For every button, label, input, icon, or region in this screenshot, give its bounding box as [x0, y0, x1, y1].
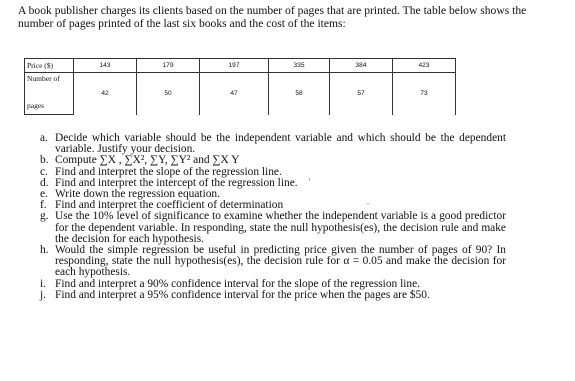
intro-paragraph: A book publisher charges its clients based on the number of pages that are printed. The table below shows the number of pages printed of the last six books and the cost of the items: — [18, 4, 527, 30]
price-cell: 335 — [269, 59, 330, 73]
pages-cell: 57 — [330, 73, 393, 115]
question-marker: i. — [40, 277, 47, 290]
question-text: Find and interpret a 95% confidence interval for the price when the pages are $50. — [55, 288, 430, 301]
question-text: Find and interpret the intercept of the regression line. — [55, 176, 298, 189]
price-cell: 197 — [200, 59, 269, 73]
question-marker: a. — [40, 132, 48, 144]
stray-tick-mark: ' — [309, 177, 311, 186]
question-text: Use the 10% level of significance to examine whether the independent variable is a good predictor for the dependent variable. In responding, state the null hypothesis(es), the decision rule and make the decision for each hypothesis. — [55, 210, 506, 245]
row-label-pages: pages — [25, 84, 74, 115]
question-item — [40, 290, 506, 301]
question-marker: c. — [40, 165, 48, 178]
question-item — [40, 245, 506, 279]
question-text: Decide which variable should be the independent variable and which should be the dependent variable. Justify your decision. — [55, 132, 506, 156]
pages-cell: 42 — [74, 73, 137, 115]
price-cell: 143 — [74, 59, 137, 73]
pages-cell: 47 — [200, 73, 269, 115]
pages-cell: 73 — [393, 73, 456, 115]
question-marker: e. — [40, 188, 48, 201]
question-item — [40, 133, 506, 155]
question-text: Find and interpret the coefficient of determination — [55, 199, 284, 212]
question-text: Write down the regression equation. — [55, 188, 220, 201]
pages-cell: 58 — [269, 73, 330, 115]
data-table — [24, 58, 456, 115]
price-cell: 384 — [330, 59, 393, 73]
question-text: Compute ∑X , ∑X², ∑Y, ∑Y² and ∑X Y — [55, 154, 240, 167]
question-marker: h. — [40, 244, 49, 257]
question-marker: g. — [40, 210, 49, 223]
price-cell: 423 — [393, 59, 456, 73]
question-marker: d. — [40, 176, 49, 189]
question-marker: f. — [40, 199, 47, 212]
question-text: Would the simple regression be useful in predicting price given the number of pages of 90? In responding, state the null hypothesis(es), the decision rule for α = 0.05 and make the decision for each hypothesis. — [55, 244, 506, 279]
question-marker: j. — [40, 288, 47, 301]
question-marker: b. — [40, 154, 49, 167]
price-cell: 179 — [137, 59, 200, 73]
table-row-pages-header — [25, 73, 456, 85]
table-row-price — [25, 59, 456, 73]
question-text: Find and interpret the slope of the regression line. — [55, 165, 282, 178]
stray-dot-mark: . — [367, 197, 369, 206]
question-list — [40, 133, 506, 301]
row-label-number-of: Number of — [25, 73, 74, 85]
pages-cell: 50 — [137, 73, 200, 115]
question-item — [40, 211, 506, 245]
question-text: Find and interpret a 90% confidence interval for the slope of the regression line. — [55, 277, 421, 290]
row-label-price: Price ($) — [25, 59, 74, 73]
